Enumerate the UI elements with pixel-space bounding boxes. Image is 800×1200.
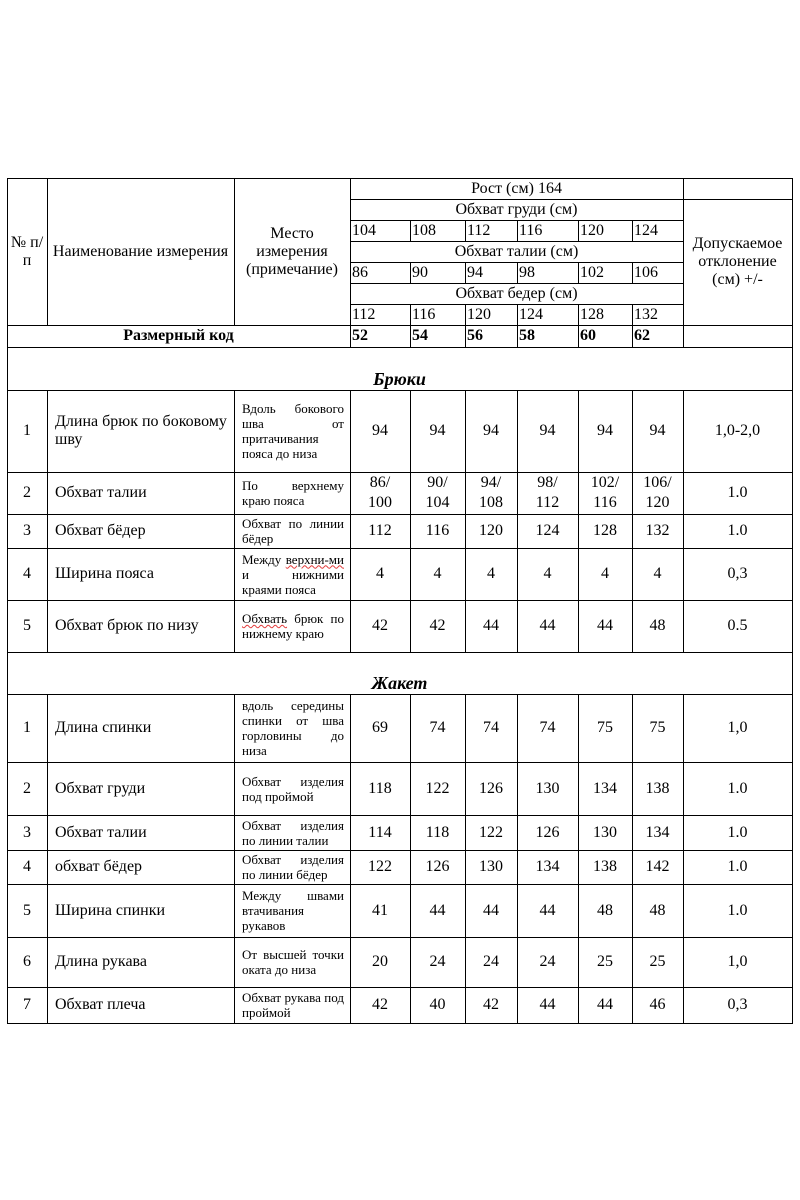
size-measurement-value: 126 <box>535 823 560 841</box>
size-measurement-value: 94 <box>649 422 666 439</box>
measurement-name: Обхват бёдер <box>55 522 146 539</box>
size-measurement-value: 138 <box>593 858 617 875</box>
size-measurement-value: 122 <box>368 858 392 875</box>
row-number: 4 <box>23 565 31 582</box>
height-label: Рост (см) 164 <box>471 179 562 197</box>
chest-size-value: 108 <box>412 221 436 239</box>
size-measurement-value: 42 <box>429 617 446 634</box>
number-column-header: № п/ п <box>10 233 44 269</box>
size-measurement-value: 24 <box>483 953 499 970</box>
size-measurement-value: 130 <box>535 779 560 797</box>
size-measurement-value: 102/ 116 <box>590 474 620 511</box>
tolerance-value: 0,3 <box>727 565 748 582</box>
measurement-note: Обхват рукава под проймой <box>242 990 344 1020</box>
size-measurement-value: 44 <box>483 617 499 634</box>
size-measurement-value: 46 <box>649 996 666 1013</box>
tolerance-value: 1.0 <box>727 901 748 919</box>
hips-size-value: 112 <box>352 305 376 323</box>
measurement-place-header: Место измерения (примечание) <box>246 224 338 278</box>
tolerance-value: 1.0 <box>727 858 748 875</box>
size-measurement-value: 134 <box>645 823 670 841</box>
chest-size-value: 112 <box>467 221 491 239</box>
measurement-name: Обхват плеча <box>55 996 146 1013</box>
measurement-note: Между швами втачивания рукавов <box>242 888 344 933</box>
hips-size-value: 120 <box>467 305 491 323</box>
size-measurement-value: 74 <box>429 719 446 736</box>
size-measurement-value: 98/ 112 <box>535 474 560 511</box>
measurement-note: Обхват изделия по линии бёдер <box>242 852 344 882</box>
tolerance-value: 1.0 <box>727 484 748 501</box>
measurement-note: Обхват изделия по линии талии <box>242 817 344 848</box>
tolerance-value: 1.0 <box>727 823 748 841</box>
size-measurement-value: 74 <box>483 719 499 736</box>
size-measurement-value: 44 <box>429 901 446 919</box>
waist-size-value: 86 <box>352 263 368 281</box>
size-measurement-value: 40 <box>429 996 446 1013</box>
waist-label: Обхват талии (см) <box>454 242 579 260</box>
chest-size-value: 120 <box>580 221 604 239</box>
size-measurement-value: 4 <box>601 565 609 582</box>
waist-size-value: 98 <box>519 263 535 281</box>
size-measurement-value: 48 <box>597 901 613 919</box>
size-measurement-value: 44 <box>597 617 613 634</box>
size-measurement-value: 4 <box>543 565 552 582</box>
size-measurement-value: 120 <box>479 522 503 539</box>
size-measurement-value: 118 <box>368 779 392 797</box>
size-code-value: 52 <box>352 327 368 344</box>
waist-size-value: 106 <box>634 263 658 281</box>
size-measurement-value: 42 <box>372 617 388 634</box>
size-measurement-value: 42 <box>483 996 499 1013</box>
chest-size-value: 104 <box>352 221 376 239</box>
measurement-note: Обхват по линии бёдер <box>242 516 344 546</box>
row-number: 5 <box>23 901 31 919</box>
tolerance-value: 1.0 <box>727 522 748 539</box>
size-measurement-value: 86/ 100 <box>368 474 392 511</box>
table-rule <box>7 1023 793 1024</box>
tolerance-value: 1,0 <box>727 953 748 970</box>
size-measurement-value: 130 <box>479 858 503 875</box>
size-measurement-value: 126 <box>479 779 503 797</box>
hips-size-value: 128 <box>580 305 604 323</box>
chest-size-value: 124 <box>634 221 658 239</box>
size-measurement-value: 44 <box>539 901 556 919</box>
size-measurement-value: 74 <box>539 719 556 736</box>
row-number: 4 <box>23 858 31 875</box>
hips-size-value: 124 <box>519 305 543 323</box>
size-measurement-value: 90/ 104 <box>425 474 450 511</box>
measurement-name: Обхват груди <box>55 779 146 797</box>
measurement-note: От высшей точки оката до низа <box>242 947 344 977</box>
measurement-name: Длина рукава <box>55 953 147 970</box>
size-measurement-value: 44 <box>539 996 556 1013</box>
size-measurement-value: 24 <box>429 953 446 970</box>
row-number: 1 <box>23 719 31 736</box>
waist-size-value: 90 <box>412 263 428 281</box>
row-number: 3 <box>23 522 31 539</box>
size-measurement-value: 118 <box>425 823 450 841</box>
hips-label: Обхват бедер (см) <box>455 284 578 302</box>
section-title: Брюки <box>373 369 426 389</box>
size-measurement-value: 4 <box>376 565 384 582</box>
section-title: Жакет <box>371 673 428 693</box>
size-measurement-value: 142 <box>645 858 670 875</box>
size-measurement-value: 124 <box>535 522 560 539</box>
measurement-note: Вдоль бокового шва от притачивания пояса до низа <box>242 401 344 461</box>
size-measurement-value: 94/ 108 <box>479 474 503 511</box>
tolerance-value: 1,0-2,0 <box>714 422 761 439</box>
measurement-note: вдоль середины спинки от шва горловины до низа <box>242 698 344 758</box>
table-rule <box>792 178 793 1024</box>
measurement-note: Обхват изделия под проймой <box>242 773 344 804</box>
waist-size-value: 94 <box>467 263 483 281</box>
measurement-name: Ширина пояса <box>55 565 154 582</box>
row-number: 6 <box>23 953 31 970</box>
spellcheck-mark: верхни-ми <box>285 551 344 567</box>
size-measurement-value: 48 <box>649 617 666 634</box>
size-measurement-value: 41 <box>372 901 388 919</box>
size-measurement-value: 94 <box>372 422 388 439</box>
size-code-value: 56 <box>467 327 483 344</box>
tolerance-value: 1.0 <box>727 779 748 797</box>
hips-size-value: 132 <box>634 305 658 323</box>
tolerance-value: 0,3 <box>727 996 748 1013</box>
measurement-name: Обхват талии <box>55 823 147 841</box>
size-code-value: 62 <box>634 327 650 344</box>
waist-size-value: 102 <box>580 263 604 281</box>
size-measurement-value: 116 <box>425 522 450 539</box>
tolerance-value: 0.5 <box>727 617 748 634</box>
row-number: 2 <box>23 779 31 797</box>
size-measurement-value: 25 <box>597 953 613 970</box>
measurement-name: Длина брюк по боковому шву <box>55 413 227 448</box>
size-measurement-value: 44 <box>539 617 556 634</box>
tolerance-value: 1,0 <box>727 719 748 736</box>
row-number: 1 <box>23 422 31 439</box>
size-measurement-value: 42 <box>372 996 388 1013</box>
size-measurement-value: 114 <box>368 823 392 841</box>
measurement-note <box>234 548 350 600</box>
size-measurement-value: 134 <box>535 858 560 875</box>
spellcheck-mark: Обхвать <box>242 611 288 626</box>
size-measurement-value: 122 <box>425 779 450 797</box>
size-measurement-value: 75 <box>649 719 666 736</box>
size-measurement-value: 122 <box>479 823 503 841</box>
size-measurement-value: 106/ 120 <box>643 474 672 511</box>
size-measurement-value: 4 <box>433 565 442 582</box>
measurement-note <box>234 600 350 652</box>
size-measurement-value: 4 <box>487 565 495 582</box>
size-measurement-value: 94 <box>539 422 556 439</box>
note-text: Обхвать брюк по нижнему краю <box>242 611 344 641</box>
size-measurement-value: 4 <box>653 565 662 582</box>
measurement-name-header: Наименование измерения <box>52 242 229 260</box>
size-code-label: Размерный код <box>123 327 234 344</box>
row-number: 7 <box>23 996 31 1013</box>
size-measurement-value: 134 <box>593 779 617 797</box>
size-measurement-value: 94 <box>483 422 499 439</box>
size-measurement-value: 75 <box>597 719 613 736</box>
measurement-name: Обхват брюк по низу <box>55 617 199 634</box>
note-text: Между верхни-ми и нижними краями пояса <box>242 551 344 597</box>
chest-label: Обхват груди (см) <box>455 200 578 218</box>
size-measurement-value: 20 <box>372 953 388 970</box>
size-measurement-value: 25 <box>649 953 666 970</box>
size-measurement-value: 48 <box>649 901 666 919</box>
measurement-name: обхват бёдер <box>55 858 143 875</box>
measurement-note: По верхнему краю пояса <box>242 478 344 508</box>
row-number: 5 <box>23 617 31 634</box>
size-measurement-value: 128 <box>593 522 617 539</box>
size-measurement-value: 69 <box>372 719 388 736</box>
size-code-value: 54 <box>412 327 428 344</box>
chest-size-value: 116 <box>519 221 543 239</box>
measurement-name: Ширина спинки <box>55 901 166 919</box>
size-measurement-value: 112 <box>368 522 392 539</box>
size-measurement-value: 126 <box>425 858 450 875</box>
size-measurement-value: 24 <box>539 953 556 970</box>
size-measurement-value: 138 <box>645 779 670 797</box>
size-code-value: 58 <box>519 327 535 344</box>
size-code-value: 60 <box>580 327 596 344</box>
size-measurement-value: 130 <box>593 823 617 841</box>
tolerance-header: Допускаемое отклонение (см) +/- <box>692 235 783 288</box>
size-measurement-value: 132 <box>645 522 670 539</box>
measurement-name: Обхват талии <box>55 484 147 501</box>
size-measurement-value: 94 <box>597 422 613 439</box>
hips-size-value: 116 <box>412 305 436 323</box>
row-number: 3 <box>23 823 31 841</box>
measurement-name: Длина спинки <box>55 719 152 736</box>
row-number: 2 <box>23 484 31 501</box>
size-measurement-value: 94 <box>429 422 446 439</box>
size-measurement-value: 44 <box>597 996 613 1013</box>
size-measurement-value: 44 <box>483 901 499 919</box>
